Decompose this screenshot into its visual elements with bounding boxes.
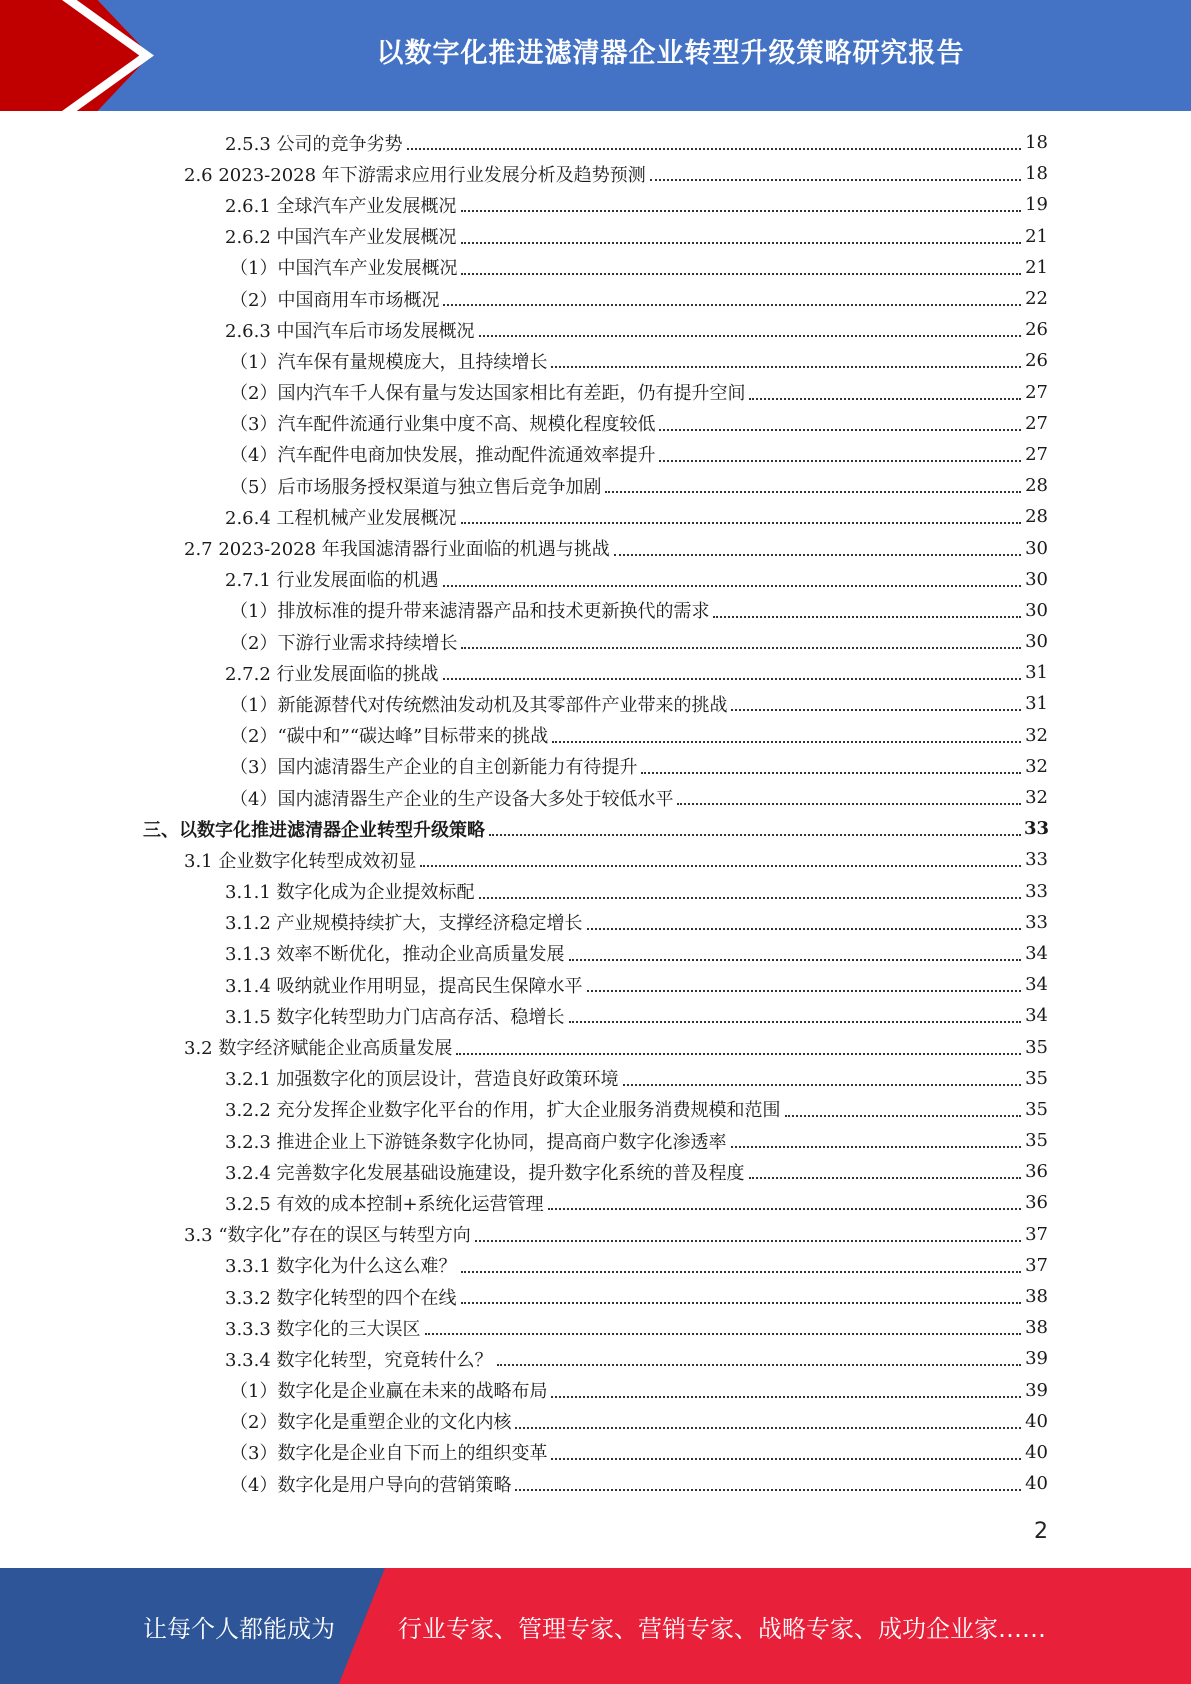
toc-dot-leader xyxy=(614,553,1021,556)
toc-entry[interactable] xyxy=(0,127,1191,158)
toc-dot-leader xyxy=(623,1083,1021,1086)
toc-entry-label: 3.3.4 数字化转型，究竟转什么？ xyxy=(225,1349,493,1371)
toc-entry-page: 31 xyxy=(1025,693,1048,715)
toc-dot-leader xyxy=(551,1395,1021,1398)
toc-entry-page: 26 xyxy=(1025,319,1048,341)
toc-entry-label: 2.7.1 行业发展面临的机遇 xyxy=(225,570,439,592)
toc-entry-page: 28 xyxy=(1025,475,1048,497)
toc-entry-page: 22 xyxy=(1025,288,1048,310)
toc-dot-leader xyxy=(515,1488,1021,1491)
toc-entry-page: 35 xyxy=(1025,1067,1048,1089)
toc-entry-page: 35 xyxy=(1025,1098,1048,1120)
toc-entry-label: （4）数字化是用户导向的营销策略 xyxy=(230,1474,512,1496)
toc-dot-leader xyxy=(650,178,1021,181)
toc-entry-page: 30 xyxy=(1025,537,1048,559)
toc-entry-page: 18 xyxy=(1025,163,1048,185)
toc-entry[interactable] xyxy=(0,1312,1191,1343)
footer-slogan-right: 行业专家、管理专家、营销专家、战略专家、成功企业家…… xyxy=(398,1614,1046,1643)
toc-entry[interactable] xyxy=(0,1000,1191,1031)
toc-entry-page: 35 xyxy=(1025,1036,1048,1058)
toc-entry[interactable] xyxy=(0,501,1191,532)
toc-entry[interactable] xyxy=(0,782,1191,813)
toc-entry-label: 2.7.2 行业发展面临的挑战 xyxy=(225,663,439,685)
toc-dot-leader xyxy=(659,459,1021,462)
toc-entry-page: 31 xyxy=(1025,662,1048,684)
toc-entry-page: 33 xyxy=(1025,849,1048,871)
toc-dot-leader xyxy=(548,1207,1021,1210)
toc-dot-leader xyxy=(461,1270,1021,1273)
toc-entry[interactable] xyxy=(0,907,1191,938)
toc-entry-page: 32 xyxy=(1025,755,1048,777)
toc-dot-leader xyxy=(443,303,1021,306)
document-title: 以数字化推进滤清器企业转型升级策略研究报告 xyxy=(376,37,965,69)
toc-entry[interactable] xyxy=(0,345,1191,376)
toc-entry-label: （2）数字化是重塑企业的文化内核 xyxy=(230,1412,512,1434)
toc-entry-page: 36 xyxy=(1025,1192,1048,1214)
toc-entry[interactable] xyxy=(0,252,1191,283)
toc-entry[interactable] xyxy=(0,1406,1191,1437)
toc-entry-page: 32 xyxy=(1025,787,1048,809)
toc-entry[interactable] xyxy=(0,221,1191,252)
toc-entry-label: 3.2.4 完善数字化发展基础设施建设，提升数字化系统的普及程度 xyxy=(225,1162,745,1184)
toc-entry[interactable] xyxy=(0,1343,1191,1374)
toc-entry[interactable] xyxy=(0,1250,1191,1281)
toc-entry[interactable] xyxy=(0,532,1191,563)
toc-dot-leader xyxy=(461,646,1021,649)
toc-dot-leader xyxy=(443,584,1021,587)
toc-entry-page: 27 xyxy=(1025,381,1048,403)
toc-entry[interactable] xyxy=(0,1031,1191,1062)
toc-dot-leader xyxy=(749,1176,1021,1179)
toc-entry-label: （2）国内汽车千人保有量与发达国家相比有差距，仍有提升空间 xyxy=(230,383,746,405)
toc-entry-label: （4）汽车配件电商加快发展，推动配件流通效率提升 xyxy=(230,445,656,467)
toc-entry[interactable] xyxy=(0,1375,1191,1406)
toc-entry[interactable] xyxy=(0,813,1191,844)
toc-entry-label: 2.6 2023-2028 年下游需求应用行业发展分析及趋势预测 xyxy=(184,164,646,186)
toc-entry-label: （1）中国汽车产业发展概况 xyxy=(230,258,458,280)
toc-dot-leader xyxy=(731,708,1021,711)
toc-dot-leader xyxy=(443,677,1021,680)
toc-entry-label: 2.6.4 工程机械产业发展概况 xyxy=(225,507,457,529)
toc-dot-leader xyxy=(497,1363,1021,1366)
toc-entry-page: 26 xyxy=(1025,350,1048,372)
toc-entry-page: 33 xyxy=(1025,911,1048,933)
toc-entry[interactable] xyxy=(0,1187,1191,1218)
toc-entry[interactable] xyxy=(0,844,1191,875)
toc-entry-page: 28 xyxy=(1025,506,1048,528)
toc-entry[interactable] xyxy=(0,1437,1191,1468)
toc-entry-label: 3.2.5 有效的成本控制+系统化运营管理 xyxy=(225,1193,544,1215)
toc-entry[interactable] xyxy=(0,657,1191,688)
toc-entry-label: 2.6.1 全球汽车产业发展概况 xyxy=(225,195,457,217)
toc-entry-label: 3.1.1 数字化成为企业提效标配 xyxy=(225,882,475,904)
toc-dot-leader xyxy=(641,771,1021,774)
toc-dot-leader xyxy=(461,272,1021,275)
toc-entry[interactable] xyxy=(0,595,1191,626)
toc-entry-page: 40 xyxy=(1025,1473,1048,1495)
toc-dot-leader xyxy=(489,833,1021,836)
toc-dot-leader xyxy=(552,740,1021,743)
toc-dot-leader xyxy=(713,615,1021,618)
toc-dot-leader xyxy=(479,334,1021,337)
toc-entry-label: （3）国内滤清器生产企业的自主创新能力有待提升 xyxy=(230,757,638,779)
toc-entry[interactable] xyxy=(0,314,1191,345)
toc-entry[interactable] xyxy=(0,377,1191,408)
toc-dot-leader xyxy=(515,1426,1021,1429)
toc-entry-page: 38 xyxy=(1025,1317,1048,1339)
toc-entry-page: 27 xyxy=(1025,412,1048,434)
toc-entry[interactable] xyxy=(0,189,1191,220)
toc-dot-leader xyxy=(479,896,1021,899)
toc-dot-leader xyxy=(569,1020,1021,1023)
page-header xyxy=(0,0,1191,111)
toc-entry-label: 3.2.1 加强数字化的顶层设计，营造良好政策环境 xyxy=(225,1069,619,1091)
toc-entry[interactable] xyxy=(0,688,1191,719)
toc-entry-page: 19 xyxy=(1025,194,1048,216)
toc-entry-label: 三、以数字化推进滤清器企业转型升级策略 xyxy=(143,819,485,841)
toc-entry[interactable] xyxy=(0,969,1191,1000)
toc-entry-page: 39 xyxy=(1025,1379,1048,1401)
toc-entry-page: 40 xyxy=(1025,1410,1048,1432)
toc-entry-page: 32 xyxy=(1025,724,1048,746)
toc-entry[interactable] xyxy=(0,283,1191,314)
toc-entry-label: 3.1.4 吸纳就业作用明显，提高民生保障水平 xyxy=(225,975,583,997)
toc-entry-page: 21 xyxy=(1025,256,1048,278)
toc-entry[interactable] xyxy=(0,408,1191,439)
toc-dot-leader xyxy=(659,428,1021,431)
toc-entry[interactable] xyxy=(0,439,1191,470)
toc-dot-leader xyxy=(587,927,1021,930)
toc-entry[interactable] xyxy=(0,1219,1191,1250)
toc-entry-page: 33 xyxy=(1024,818,1050,840)
toc-entry[interactable] xyxy=(0,158,1191,189)
toc-entry-label: （2）下游行业需求持续增长 xyxy=(230,632,458,654)
toc-entry[interactable] xyxy=(0,751,1191,782)
toc-entry-label: （3）数字化是企业自下而上的组织变革 xyxy=(230,1443,548,1465)
table-of-contents xyxy=(0,127,1191,1499)
toc-entry[interactable] xyxy=(0,876,1191,907)
toc-entry-label: （1）汽车保有量规模庞大，且持续增长 xyxy=(230,351,548,373)
toc-entry-label: （2）“碳中和”“碳达峰”目标带来的挑战 xyxy=(230,726,549,748)
toc-entry[interactable] xyxy=(0,1156,1191,1187)
toc-entry-label: 3.2.3 推进企业上下游链条数字化协同，提高商户数字化渗透率 xyxy=(225,1131,727,1153)
toc-entry-label: 3.3 “数字化”存在的误区与转型方向 xyxy=(184,1225,471,1247)
toc-entry-label: 2.5.3 公司的竞争劣势 xyxy=(225,133,403,155)
toc-dot-leader xyxy=(551,365,1021,368)
toc-entry-label: 3.1.5 数字化转型助力门店高存活、稳增长 xyxy=(225,1006,565,1028)
toc-entry-label: 2.6.3 中国汽车后市场发展概况 xyxy=(225,320,475,342)
toc-entry-label: 2.7 2023-2028 年我国滤清器行业面临的机遇与挑战 xyxy=(184,539,610,561)
toc-entry[interactable] xyxy=(0,1125,1191,1156)
toc-entry-label: 3.2.2 充分发挥企业数字化平台的作用，扩大企业服务消费规模和范围 xyxy=(225,1100,781,1122)
toc-entry[interactable] xyxy=(0,1063,1191,1094)
toc-entry-page: 18 xyxy=(1025,132,1048,154)
toc-entry[interactable] xyxy=(0,1281,1191,1312)
toc-entry[interactable] xyxy=(0,564,1191,595)
toc-entry-page: 27 xyxy=(1025,443,1048,465)
toc-entry-label: 3.1.2 产业规模持续扩大，支撑经济稳定增长 xyxy=(225,913,583,935)
toc-entry-page: 37 xyxy=(1025,1254,1048,1276)
toc-dot-leader xyxy=(425,1332,1021,1335)
toc-entry[interactable] xyxy=(0,1094,1191,1125)
toc-entry-page: 40 xyxy=(1025,1441,1048,1463)
toc-entry-label: 3.3.1 数字化为什么这么难？ xyxy=(225,1256,457,1278)
toc-entry-label: （2）中国商用车市场概况 xyxy=(230,289,440,311)
toc-dot-leader xyxy=(587,989,1021,992)
toc-entry-page: 34 xyxy=(1025,974,1048,996)
header-red-arrow-shape xyxy=(0,0,150,111)
toc-entry-page: 30 xyxy=(1025,631,1048,653)
toc-entry-label: （3）汽车配件流通行业集中度不高、规模化程度较低 xyxy=(230,414,656,436)
toc-entry-label: 3.3.3 数字化的三大误区 xyxy=(225,1318,421,1340)
toc-dot-leader xyxy=(461,241,1021,244)
toc-dot-leader xyxy=(605,490,1021,493)
toc-entry-page: 38 xyxy=(1025,1286,1048,1308)
toc-entry-label: 2.6.2 中国汽车产业发展概况 xyxy=(225,227,457,249)
toc-entry-page: 34 xyxy=(1025,1005,1048,1027)
toc-entry-page: 21 xyxy=(1025,225,1048,247)
toc-entry-page: 30 xyxy=(1025,599,1048,621)
toc-dot-leader xyxy=(677,802,1021,805)
toc-entry-page: 36 xyxy=(1025,1161,1048,1183)
toc-entry-label: 3.1 企业数字化转型成效初显 xyxy=(184,850,417,872)
toc-dot-leader xyxy=(461,209,1021,212)
toc-dot-leader xyxy=(456,1052,1021,1055)
toc-entry[interactable] xyxy=(0,470,1191,501)
toc-entry[interactable] xyxy=(0,938,1191,969)
toc-entry[interactable] xyxy=(0,626,1191,657)
toc-entry[interactable] xyxy=(0,720,1191,751)
toc-dot-leader xyxy=(785,1114,1021,1117)
toc-entry-page: 37 xyxy=(1025,1223,1048,1245)
toc-dot-leader xyxy=(749,397,1021,400)
footer-slogan-left: 让每个人都能成为 xyxy=(143,1614,335,1643)
toc-entry-label: （4）国内滤清器生产企业的生产设备大多处于较低水平 xyxy=(230,788,674,810)
toc-entry-label: （1）新能源替代对传统燃油发动机及其零部件产业带来的挑战 xyxy=(230,694,728,716)
toc-entry-page: 39 xyxy=(1025,1348,1048,1370)
toc-dot-leader xyxy=(461,521,1021,524)
page-number: 2 xyxy=(1034,1519,1048,1544)
toc-dot-leader xyxy=(475,1239,1021,1242)
toc-dot-leader xyxy=(569,958,1021,961)
toc-dot-leader xyxy=(731,1145,1021,1148)
toc-dot-leader xyxy=(407,147,1021,150)
toc-dot-leader xyxy=(461,1301,1021,1304)
page-footer xyxy=(0,1568,1191,1684)
toc-entry-label: 3.1.3 效率不断优化，推动企业高质量发展 xyxy=(225,944,565,966)
toc-entry-label: （5）后市场服务授权渠道与独立售后竞争加剧 xyxy=(230,476,602,498)
toc-entry-label: 3.2 数字经济赋能企业高质量发展 xyxy=(184,1038,453,1060)
toc-entry-page: 33 xyxy=(1025,880,1048,902)
toc-entry-page: 34 xyxy=(1025,942,1048,964)
toc-entry-label: （1）排放标准的提升带来滤清器产品和技术更新换代的需求 xyxy=(230,601,710,623)
toc-entry[interactable] xyxy=(0,1468,1191,1499)
toc-entry-page: 35 xyxy=(1025,1130,1048,1152)
toc-entry-label: 3.3.2 数字化转型的四个在线 xyxy=(225,1287,457,1309)
toc-dot-leader xyxy=(551,1457,1021,1460)
toc-entry-label: （1）数字化是企业赢在未来的战略布局 xyxy=(230,1381,548,1403)
toc-dot-leader xyxy=(420,864,1021,867)
toc-entry-page: 30 xyxy=(1025,568,1048,590)
